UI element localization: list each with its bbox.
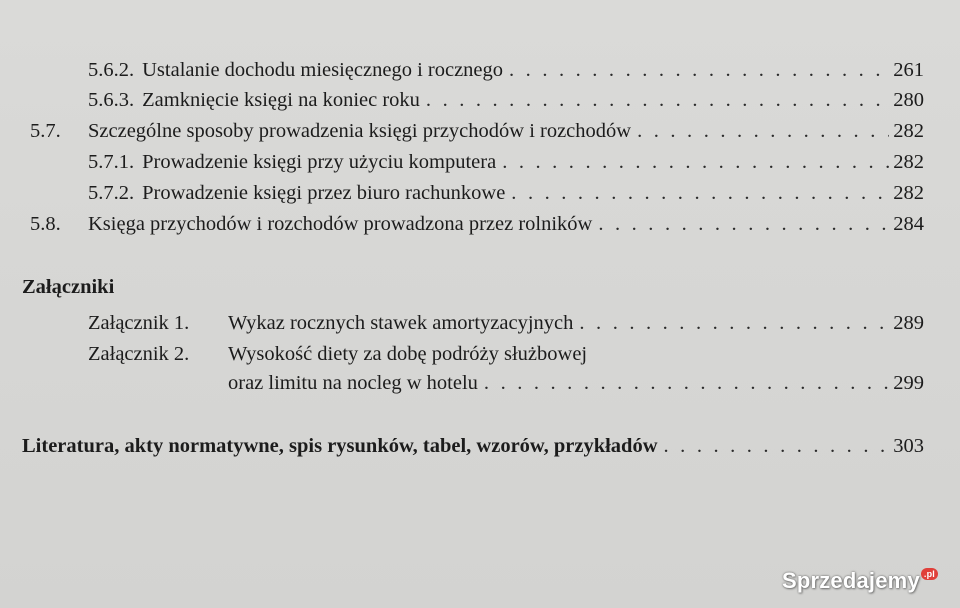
toc-entry [30, 119, 924, 143]
toc-entry-page: 280 [893, 89, 924, 111]
toc-entry-page: 282 [893, 151, 924, 173]
toc-entry-page: 261 [893, 59, 924, 81]
toc-entry-page: 282 [893, 120, 924, 142]
toc-entry-title: Zamknięcie księgi na koniec roku [142, 89, 420, 111]
toc-entry-number: 5.8. [30, 213, 61, 235]
toc-entry [88, 88, 924, 112]
toc-entry [30, 212, 924, 236]
watermark-badge: .pl [921, 568, 938, 580]
leader-dots [511, 181, 889, 205]
leader-dots [598, 212, 889, 236]
leader-dots [664, 434, 890, 458]
toc-entry-page: 303 [893, 435, 924, 457]
toc-entry-title: Księga przychodów i rozchodów prowadzona przez rolników [88, 213, 593, 235]
toc-entry [88, 58, 924, 82]
toc-entry-page: 299 [893, 372, 924, 394]
watermark-text: Sprzedajemy [781, 568, 920, 593]
leader-dots [502, 150, 889, 174]
toc-entry-page: 282 [893, 182, 924, 204]
leader-dots [509, 58, 889, 82]
toc-entry-title: Wykaz rocznych stawek amortyzacyjnych [228, 312, 574, 334]
toc-entry-number: 5.7. [30, 120, 61, 142]
toc-entry-number: 5.6.3. [88, 89, 135, 111]
toc-entry-title: Prowadzenie księgi przy użyciu komputera [142, 151, 497, 173]
toc-entry-title: oraz limitu na nocleg w hotelu [228, 372, 478, 394]
toc-entry-title: Literatura, akty normatywne, spis rysunków, tabel, wzorów, przykładów [22, 435, 658, 457]
toc-entry-number: Załącznik 2. [88, 343, 190, 365]
toc-entry-literature [22, 434, 924, 458]
attachments-heading: Załączniki [22, 276, 115, 298]
toc-entry-page: 289 [893, 312, 924, 334]
watermark-logo [782, 568, 938, 594]
toc-entry [88, 150, 924, 174]
toc-entry-number: Załącznik 1. [88, 312, 190, 334]
toc-entry-title: Prowadzenie księgi przez biuro rachunkowe [142, 182, 506, 204]
toc-entry-number: 5.7.2. [88, 182, 135, 204]
toc-entry-continuation [228, 371, 924, 395]
toc-entry [88, 311, 924, 335]
toc-entry-title: Szczególne sposoby prowadzenia księgi przychodów i rozchodów [88, 120, 632, 142]
toc-entry-number: 5.6.2. [88, 59, 135, 81]
leader-dots [579, 311, 889, 335]
toc-entry [88, 181, 924, 205]
leader-dots [426, 88, 889, 112]
toc-entry [88, 342, 924, 366]
leader-dots [637, 119, 889, 143]
toc-entry-title: Wysokość diety za dobę podróży służbowej [228, 343, 588, 365]
toc-entry-title: Ustalanie dochodu miesięcznego i rocznego [142, 59, 504, 81]
toc-entry-page: 284 [893, 213, 924, 235]
leader-dots [484, 371, 889, 395]
toc-entry-number: 5.7.1. [88, 151, 135, 173]
